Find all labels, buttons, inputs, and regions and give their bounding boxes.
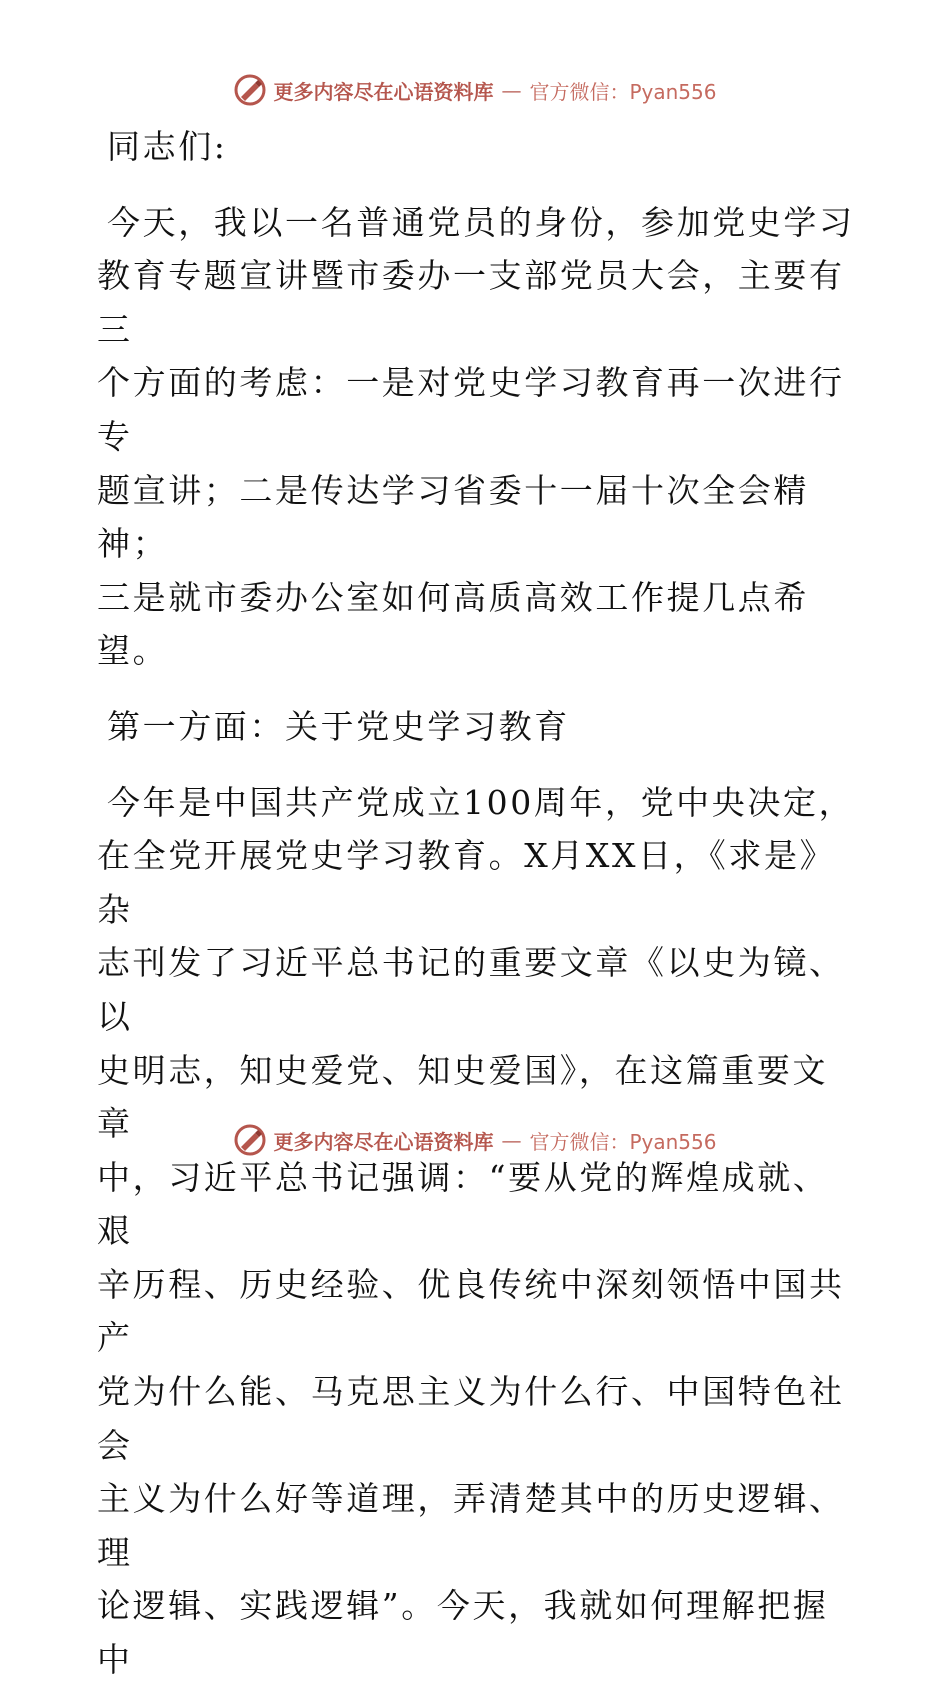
- text-line: 在全党开展党史学习教育。X月XX日，《求是》杂: [97, 836, 836, 929]
- document-body: [97, 120, 857, 1687]
- text-line: 中，习近平总书记强调：“要从党的辉煌成就、艰: [97, 1157, 829, 1251]
- section-heading: 第一方面：关于党史学习教育: [107, 706, 570, 746]
- text-line: 个方面的考虑：一是对党史学习教育再一次进行专: [97, 363, 845, 456]
- text-line: 志刊发了习近平总书记的重要文章《以史为镜、以: [97, 943, 845, 1036]
- watermark-banner-bottom: [0, 1120, 950, 1160]
- paragraph-history: [97, 776, 857, 1687]
- text-line: 今年是中国共产党成立100周年，党中央决定，: [107, 782, 855, 822]
- watermark-wechat: 官方微信：Pyan556: [529, 79, 717, 104]
- text-line: 史明志，知史爱党、知史爱国》，在这篇重要文章: [97, 1050, 829, 1144]
- text-line: 主义为什么好等道理，弄清楚其中的历史逻辑、理: [97, 1479, 845, 1572]
- watermark-separator: —: [501, 78, 522, 102]
- text-line: 党为什么能、马克思主义为什么行、中国特色社会: [97, 1372, 845, 1465]
- watermark-banner-top: [0, 70, 950, 110]
- text-line: 论逻辑、实践逻辑”。今天，我就如何理解把握中: [97, 1586, 829, 1680]
- pen-logo-icon: [233, 73, 267, 107]
- text-line: 三是就市委办公室如何高质高效工作提几点希望。: [97, 577, 809, 671]
- paragraph-intro: [97, 196, 857, 678]
- text-line: 今天，我以一名普通党员的身份，参加党史学习: [107, 202, 855, 242]
- watermark-text: 更多内容尽在心语资料库: [273, 79, 494, 104]
- watermark-wechat: 官方微信：Pyan556: [529, 1129, 717, 1154]
- text-line: 教育专题宣讲暨市委办一支部党员大会，主要有三: [97, 256, 845, 349]
- watermark-separator: —: [501, 1128, 522, 1152]
- text-line: 题宣讲；二是传达学习省委十一届十次全会精神；: [97, 470, 809, 564]
- watermark-text: 更多内容尽在心语资料库: [273, 1129, 494, 1154]
- pen-logo-icon: [233, 1123, 267, 1157]
- text-line: 辛历程、历史经验、优良传统中深刻领悟中国共产: [97, 1264, 845, 1358]
- greeting: 同志们:: [107, 127, 228, 166]
